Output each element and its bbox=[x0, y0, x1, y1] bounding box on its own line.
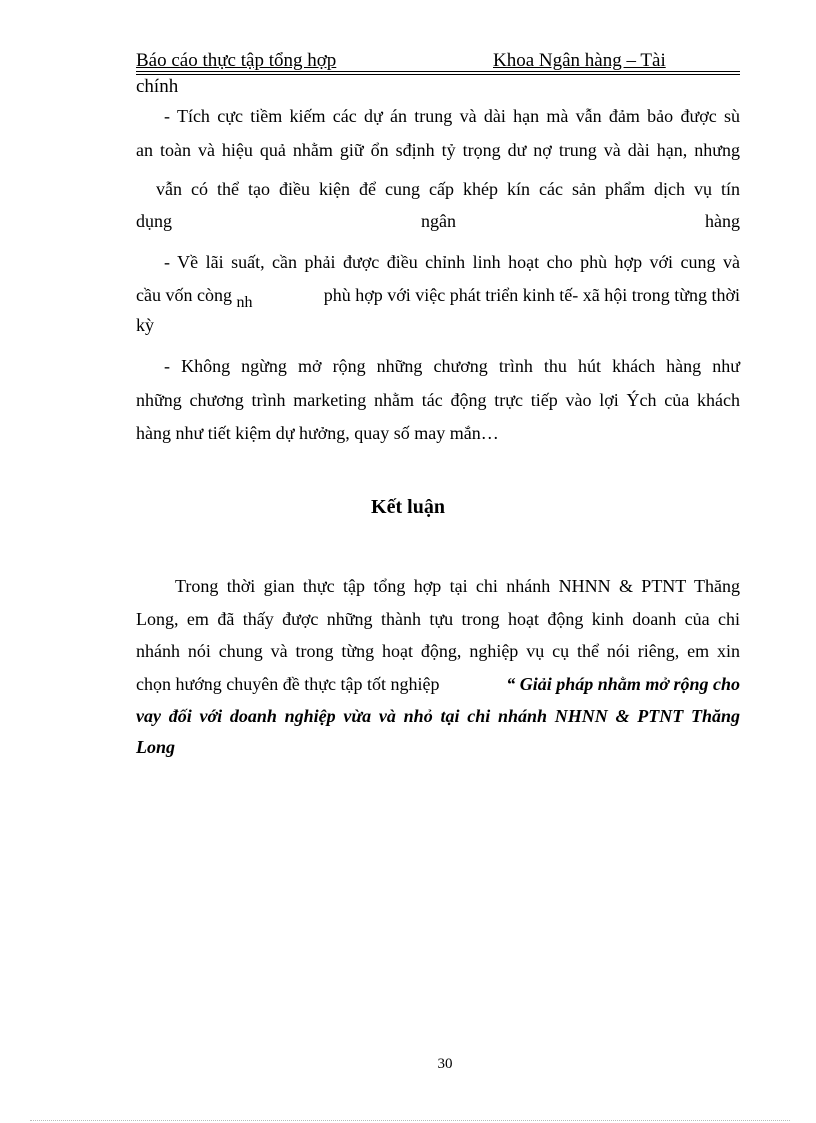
para2-line2 bbox=[136, 285, 740, 311]
header-left-text: Báo cáo thực tập tổng hợp bbox=[136, 50, 337, 71]
para1-word-hang: hàng bbox=[705, 211, 740, 231]
page-bottom-border bbox=[30, 1120, 790, 1121]
para2-line3: kỳ bbox=[136, 315, 154, 335]
para2-line1: - Về lãi suất, cần phải được điều chỉnh linh hoạt cho phù hợp với cung và bbox=[164, 252, 740, 272]
para3-line1: - Không ngừng mở rộng những chương trình thu hút khách hàng như bbox=[164, 356, 740, 376]
para1-word-dung: dụng bbox=[136, 211, 172, 231]
para2-line2-a: cầu vốn còng bbox=[136, 285, 232, 305]
para1-line2: an toàn và hiệu quả nhằm giữ ổn sđịnh tỷ trọng dư nợ trung và dài hạn, nhưng bbox=[136, 140, 740, 160]
para3-line2: những chương trình marketing nhằm tác động trực tiếp vào lợi Ých của khách bbox=[136, 390, 740, 410]
conclusion-line6: Long bbox=[136, 737, 176, 757]
conclusion-line4-plain: chọn hướng chuyên đề thực tập tốt nghiệp bbox=[136, 674, 440, 694]
section-title: Kết luận bbox=[371, 496, 445, 518]
page-number: 30 bbox=[437, 1056, 453, 1072]
header-rule-double bbox=[136, 74, 740, 75]
header-continuation: chính bbox=[136, 76, 179, 97]
conclusion-line3: nhánh nói chung và trong từng hoạt động, nghiệp vụ cụ thể nói riêng, em xin bbox=[136, 641, 740, 661]
para1-line3: vẫn có thể tạo điều kiện để cung cấp khép kín các sản phẩm dịch vụ tín bbox=[156, 179, 740, 199]
para1-word-ngan: ngân bbox=[421, 211, 456, 231]
para1-line1: - Tích cực tiềm kiếm các dự án trung và dài hạn mà vẫn đảm bảo được sù bbox=[164, 106, 740, 126]
header-rule bbox=[136, 71, 740, 72]
conclusion-line1: Trong thời gian thực tập tổng hợp tại chi nhánh NHNN & PTNT Thăng bbox=[175, 576, 740, 596]
para2-line2-start bbox=[136, 285, 253, 311]
para3-line3: hàng như tiết kiệm dự hưởng, quay số may mắn… bbox=[136, 423, 499, 443]
page-header bbox=[136, 50, 740, 76]
conclusion-line4-emphasis: “ Giải pháp nhằm mở rộng cho bbox=[506, 674, 740, 694]
para2-line2-b: phù hợp với việc phát triển kinh tế- xã hội trong từng thời bbox=[323, 285, 740, 305]
para2-line2-subscript: nh bbox=[236, 294, 253, 311]
para1-line4 bbox=[136, 211, 740, 232]
header-right-text: Khoa Ngân hàng – Tài bbox=[493, 50, 666, 71]
conclusion-line4 bbox=[136, 674, 740, 695]
conclusion-line5: vay đối với doanh nghiệp vừa và nhỏ tại chi nhánh NHNN & PTNT Thăng bbox=[136, 706, 740, 726]
conclusion-line2: Long, em đã thấy được những thành tựu trong hoạt động kinh doanh của chi bbox=[136, 609, 740, 629]
